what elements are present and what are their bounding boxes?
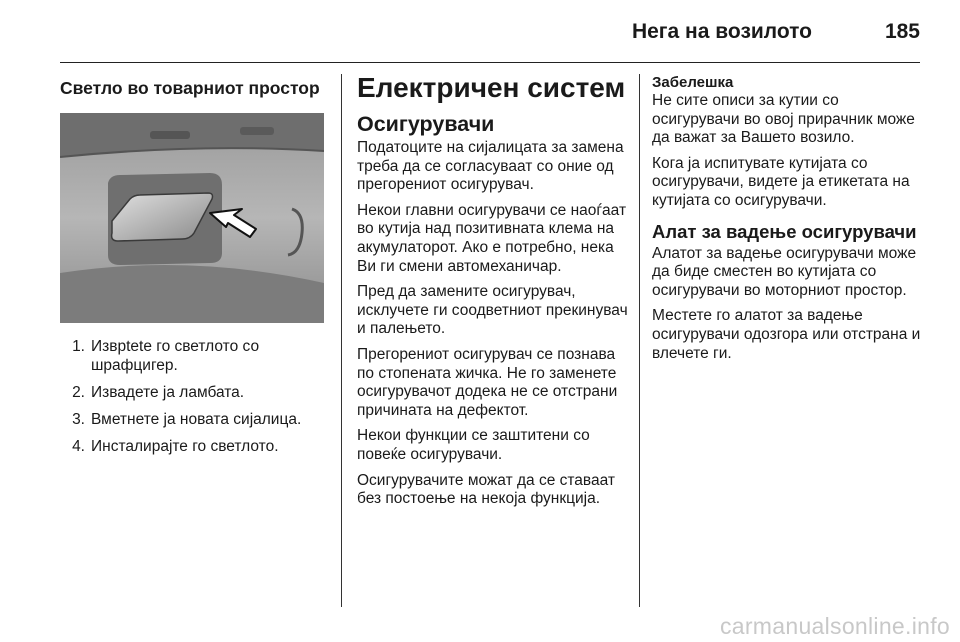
note-paragraph: Не сите описи за кутии со осигурувачи во овој прирачник може да важат за Вашето возило. xyxy=(652,92,915,147)
right-column xyxy=(652,72,930,370)
header-title: Нега на возилото xyxy=(631,20,812,43)
middle-column xyxy=(357,72,629,516)
list-item: 4. Инсталирајте го светлото. xyxy=(72,438,279,455)
list-item: 2. Извадете ја ламбата. xyxy=(72,384,245,401)
list-item: 1. Изврtete го светлото со шрафцигер. xyxy=(72,338,260,374)
paragraph: Алатот за вадење осигурувачи може да биде сместен во кутијата со осигурувачи во моторниот простор. xyxy=(652,244,917,299)
subsection-title: Осигурувачи xyxy=(357,112,495,136)
section-title-cargo-light: Светло во товарниот простор xyxy=(60,78,320,98)
paragraph: Осигурувачите можат да се ставаат без постоење на некоја функција. xyxy=(357,471,615,508)
left-column xyxy=(60,72,330,464)
page-number: 185 xyxy=(884,20,920,43)
cargo-light-photo xyxy=(60,113,324,323)
column-divider xyxy=(639,74,640,607)
list-item: 3. Вметнете ја новата сијалица. xyxy=(72,411,302,428)
steps-list xyxy=(60,337,330,456)
page-header xyxy=(60,0,920,63)
paragraph: Прегорениот осигурувач се познава по стопената жичка. Не го заменете осигурувачот додека не се отстрани причината на дефектот. xyxy=(357,345,618,419)
note-paragraph: Кога ја испитувате кутијата со осигурувачи, видете ја етикетата на кутијата со осигурувачи. xyxy=(652,154,910,209)
paragraph: Некои главни осигурувачи се наоѓаат во кутија над позитивната клема на акумулаторот. Ако е потребно, нека Ви ги смени автомеханичар. xyxy=(357,201,627,275)
paragraph: Податоците на сијалицата за замена треба да се согласуваат со оние од прегорениот осигурувач. xyxy=(357,139,624,194)
watermark: carmanualsonline.info xyxy=(719,613,950,639)
note-label: Забелешка xyxy=(652,74,734,91)
paragraph: Некои функции се заштитени со повеќе осигурувачи. xyxy=(357,427,590,463)
column-divider xyxy=(341,74,342,607)
chapter-title: Електричен систем xyxy=(357,72,626,103)
paragraph: Местете го алатот за вадење осигурувачи одозгора или отстрана и влечете ги. xyxy=(652,307,921,362)
paragraph: Пред да замените осигурувач, исклучете ги соодветниот прекинувач и палењето. xyxy=(357,283,628,338)
section-title-fuse-extractor: Алат за вадење осигурувачи xyxy=(652,220,917,242)
